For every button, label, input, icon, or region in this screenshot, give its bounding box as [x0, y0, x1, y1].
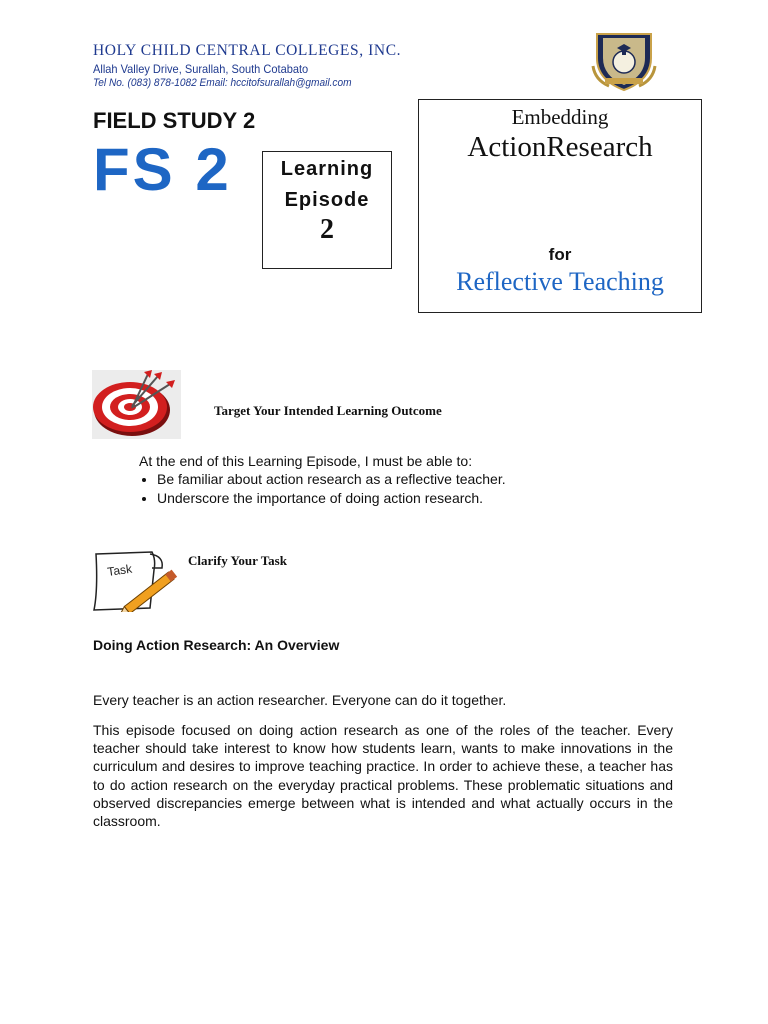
overview-paragraph-2: This episode focused on doing action research as one of the roles of the teacher. Every teacher should take interest to know how students learn, wants to make innovations in the curriculum and desires to improve teaching practice. In order to achieve these, a teacher has to do action research on the everyday practical problems. These problematic situations and observed discrepancies emerge between what is intended and what actually occurs in the classroom. — [93, 722, 673, 830]
outcome-list — [133, 470, 506, 508]
overview-heading: Doing Action Research: An Overview — [93, 637, 340, 653]
school-contact: Tel No. (083) 878-1082 Email: hccitofsurallah@gmail.com — [93, 77, 352, 89]
target-icon — [92, 370, 181, 439]
field-study-title: FIELD STUDY 2 — [93, 108, 256, 133]
list-item: • Underscore the importance of doing action research. — [157, 489, 506, 508]
course-code: FS 2 — [93, 136, 232, 203]
list-item: • Be familiar about action research as a reflective teacher. — [157, 470, 506, 489]
episode-line2: Episode — [284, 189, 370, 211]
task-pencil-icon — [92, 550, 188, 612]
outcome-intro: At the end of this Learning Episode, I must be able to: — [139, 453, 473, 469]
school-address: Allah Valley Drive, Surallah, South Cotabato — [93, 62, 309, 76]
task-icon-label: Task — [106, 561, 133, 579]
school-name: HOLY CHILD CENTRAL COLLEGES, INC. — [93, 42, 402, 59]
overview-paragraph-1: Every teacher is an action researcher. Everyone can do it together. — [93, 692, 507, 708]
title-for: for — [548, 245, 572, 264]
task-heading: Clarify Your Task — [188, 553, 287, 568]
title-embedding: Embedding — [511, 105, 609, 129]
title-action-research: ActionResearch — [467, 131, 653, 163]
target-heading: Target Your Intended Learning Outcome — [214, 403, 442, 418]
title-reflective-teaching: Reflective Teaching — [456, 267, 664, 296]
episode-line1: Learning — [280, 158, 374, 180]
episode-box — [262, 151, 392, 269]
episode-number: 2 — [320, 214, 334, 245]
episode-title-box — [418, 99, 702, 313]
school-seal-logo — [589, 28, 659, 92]
